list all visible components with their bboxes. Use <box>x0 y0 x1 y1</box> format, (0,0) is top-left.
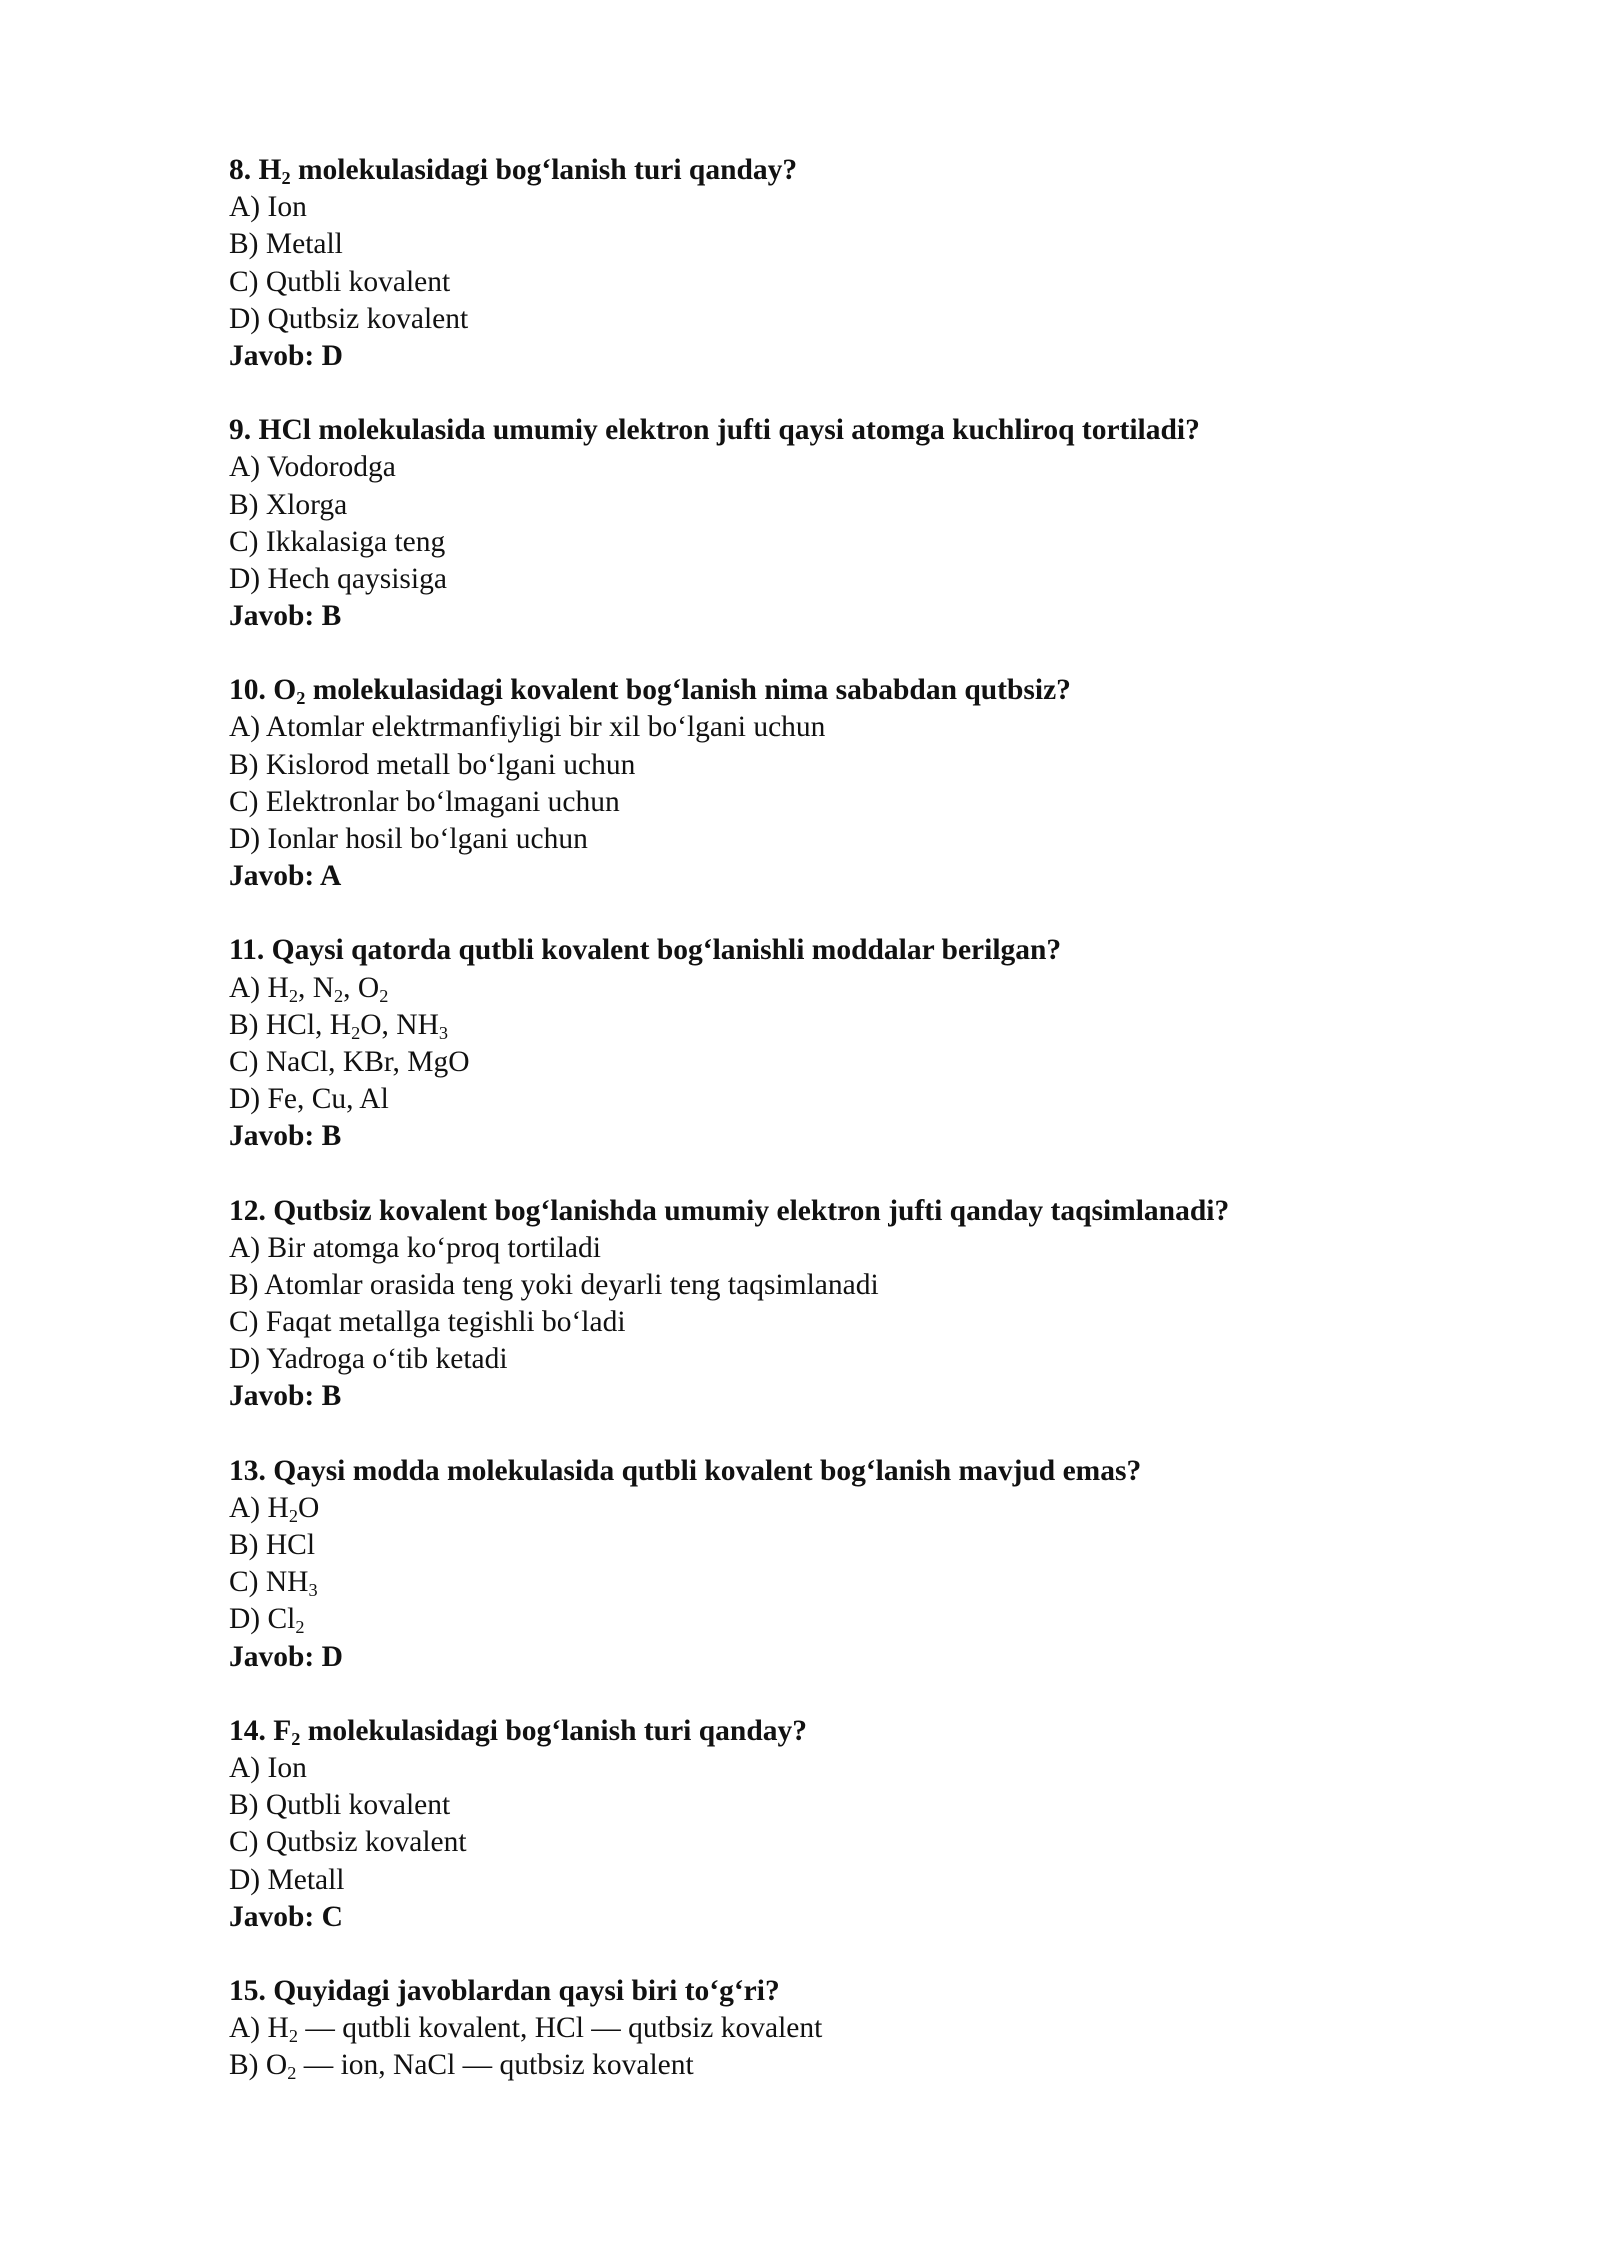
text-run: D) Hech qaysisiga <box>229 562 447 595</box>
correct-answer: Javob: A <box>229 860 342 893</box>
text-run: A) Atomlar elektrmanfiyligi bir xil bo‘lgani uchun <box>229 711 826 744</box>
text-run: B) Metall <box>229 228 343 261</box>
answer-option <box>229 264 1529 301</box>
text-run: C) NaCl, KBr, MgO <box>229 1045 470 1078</box>
question-title <box>229 672 1529 709</box>
subscript: 2 <box>379 985 389 1006</box>
text-run: , O <box>343 971 380 1004</box>
answer-option <box>229 970 1529 1007</box>
subscript: 2 <box>295 1617 305 1638</box>
subscript: 2 <box>351 1022 361 1043</box>
text-run: 15. Quyidagi javoblardan qaysi biri to‘g‘ri? <box>229 1974 780 2007</box>
text-run: C) Elektronlar bo‘lmagani uchun <box>229 785 620 818</box>
answer-option <box>229 2010 1529 2047</box>
text-run: 9. HCl molekulasida umumiy elektron jufti qaysi atomga kuchliroq tortiladi? <box>229 414 1200 447</box>
text-run: D) Metall <box>229 1863 345 1896</box>
answer-option <box>229 1341 1529 1378</box>
question-block <box>229 932 1529 1155</box>
answer-option <box>229 1527 1529 1564</box>
answer-option <box>229 747 1529 784</box>
question-block <box>229 1453 1529 1676</box>
question-title <box>229 412 1529 449</box>
correct-answer: Javob: D <box>229 339 343 372</box>
answer-option <box>229 226 1529 263</box>
answer-option <box>229 449 1529 486</box>
subscript: 2 <box>287 2063 297 2084</box>
answer-option <box>229 784 1529 821</box>
text-run: A) Ion <box>229 191 307 224</box>
answer-option <box>229 1862 1529 1899</box>
question-title <box>229 152 1529 189</box>
question-title <box>229 1713 1529 1750</box>
question-block <box>229 1973 1529 2085</box>
answer-option <box>229 561 1529 598</box>
question-block <box>229 1193 1529 1416</box>
text-run: 8. H <box>229 154 282 186</box>
text-run: B) Xlorga <box>229 488 348 521</box>
answer-option <box>229 1230 1529 1267</box>
text-run: A) Bir atomga ko‘proq tortiladi <box>229 1231 601 1264</box>
correct-answer: Javob: C <box>229 1900 343 1933</box>
text-run: 12. Qutbsiz kovalent bog‘lanishda umumiy elektron jufti qanday taqsimlanadi? <box>229 1194 1230 1227</box>
answer-option <box>229 1081 1529 1118</box>
correct-answer: Javob: B <box>229 1380 342 1413</box>
text-run: B) HCl <box>229 1529 316 1561</box>
question-block <box>229 672 1529 895</box>
text-run: 14. F <box>229 1714 292 1747</box>
text-run: , N <box>297 971 335 1004</box>
subscript: 2 <box>288 1505 298 1526</box>
answer-option <box>229 1787 1529 1824</box>
answer-option <box>229 709 1529 746</box>
answer-option <box>229 2047 1529 2084</box>
answer-option <box>229 524 1529 561</box>
text-run: B) Atomlar orasida teng yoki deyarli teng taqsimlanadi <box>229 1268 879 1301</box>
subscript: 3 <box>438 1022 449 1043</box>
text-run: 13. Qaysi modda molekulasida qutbli kovalent bog‘lanish mavjud emas? <box>229 1454 1142 1487</box>
text-run: A) H <box>229 1491 289 1524</box>
question-title <box>229 932 1529 969</box>
text-run: C) Faqat metallga tegishli bo‘ladi <box>229 1306 626 1339</box>
text-run: — qutbli kovalent, HCl — qutbsiz kovalent <box>297 2012 823 2045</box>
text-run: A) Vodorodga <box>229 451 396 484</box>
text-run: O, NH <box>360 1008 439 1041</box>
text-run: D) Ionlar hosil bo‘lgani uchun <box>229 823 588 855</box>
text-run: B) HCl, H <box>229 1008 352 1041</box>
text-run: — ion, NaCl — qutbsiz kovalent <box>296 2049 694 2082</box>
question-title <box>229 1193 1529 1230</box>
answer-option <box>229 1490 1529 1527</box>
answer-option <box>229 821 1529 858</box>
text-run: A) Ion <box>229 1751 307 1784</box>
text-run: O <box>297 1491 320 1524</box>
text-run: B) Qutbli kovalent <box>229 1789 451 1822</box>
answer-option <box>229 1750 1529 1787</box>
text-run: molekulasidagi bog‘lanish turi qanday? <box>300 1714 807 1747</box>
text-run: C) Qutbli kovalent <box>229 265 451 298</box>
question-title <box>229 1453 1529 1490</box>
text-run: B) O <box>229 2049 288 2082</box>
answer-option <box>229 1044 1529 1081</box>
subscript: 2 <box>296 688 306 709</box>
text-run: 11. Qaysi qatorda qutbli kovalent bog‘lanishli moddalar berilgan? <box>229 934 1062 967</box>
text-run: 10. O <box>229 674 297 707</box>
answer-option <box>229 1267 1529 1304</box>
answer-option <box>229 487 1529 524</box>
subscript: 2 <box>291 1728 301 1749</box>
correct-answer: Javob: B <box>229 600 342 633</box>
text-run: D) Cl <box>229 1603 296 1636</box>
subscript: 2 <box>281 168 291 189</box>
text-run: A) H <box>229 2012 289 2045</box>
answer-option <box>229 301 1529 338</box>
text-run: D) Qutbsiz kovalent <box>229 302 469 335</box>
text-run: A) H <box>229 971 289 1004</box>
text-run: C) Ikkalasiga teng <box>229 525 446 558</box>
text-run: molekulasidagi kovalent bog‘lanish nima sababdan qutbsiz? <box>305 674 1071 707</box>
text-run: B) Kislorod metall bo‘lgani uchun <box>229 748 636 781</box>
subscript: 2 <box>334 985 344 1006</box>
subscript: 2 <box>288 985 298 1006</box>
question-block <box>229 412 1529 635</box>
document-page <box>229 152 1529 2121</box>
question-block <box>229 152 1529 375</box>
answer-option <box>229 189 1529 226</box>
question-block <box>229 1713 1529 1936</box>
answer-option <box>229 1564 1529 1601</box>
answer-option <box>229 1304 1529 1341</box>
correct-answer: Javob: D <box>229 1640 343 1673</box>
answer-option <box>229 1007 1529 1044</box>
text-run: C) NH <box>229 1566 309 1599</box>
answer-option <box>229 1824 1529 1861</box>
text-run: D) Fe, Cu, Al <box>229 1083 389 1116</box>
correct-answer: Javob: B <box>229 1120 342 1153</box>
text-run: C) Qutbsiz kovalent <box>229 1826 467 1859</box>
subscript: 2 <box>288 2026 298 2047</box>
subscript: 3 <box>308 1580 318 1601</box>
question-title <box>229 1973 1529 2010</box>
text-run: molekulasidagi bog‘lanish turi qanday? <box>290 154 798 186</box>
text-run: D) Yadroga o‘tib ketadi <box>229 1343 508 1376</box>
answer-option <box>229 1601 1529 1638</box>
